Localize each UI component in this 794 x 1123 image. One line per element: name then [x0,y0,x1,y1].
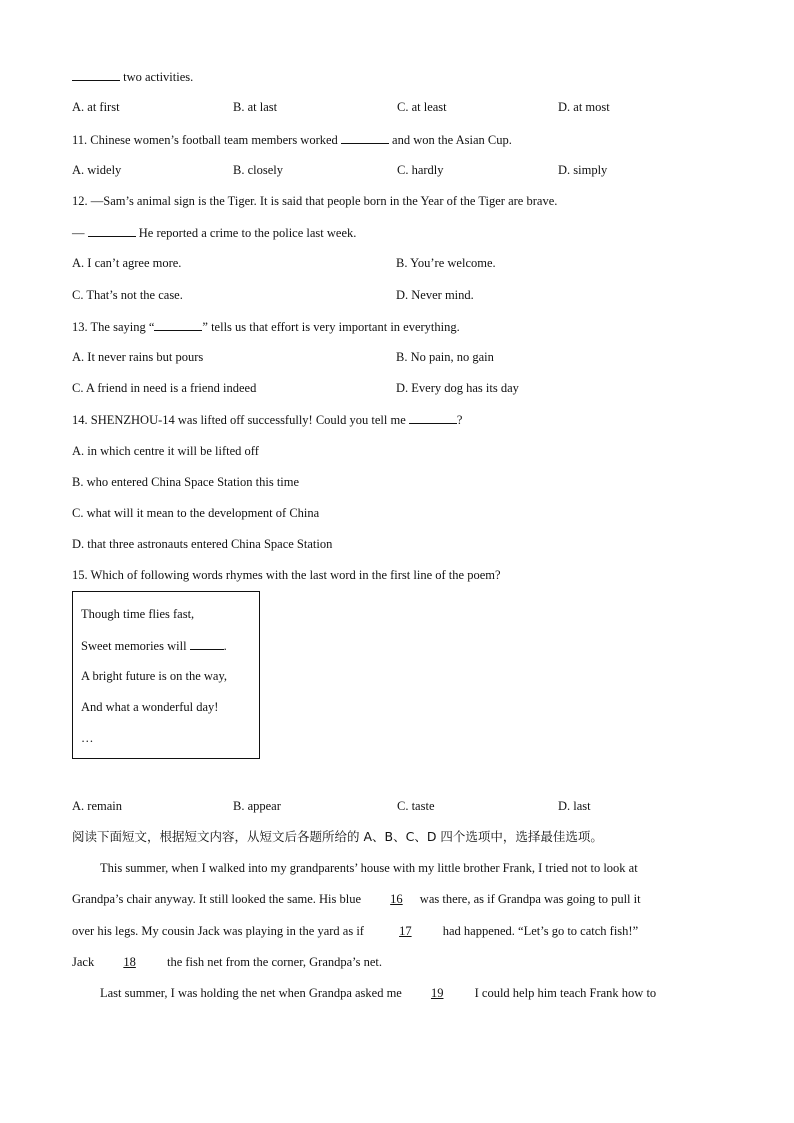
answer-blank [154,318,202,331]
q14-stem-text-b: ? [456,413,463,427]
answer-blank [409,411,457,424]
q11-option-c: C. hardly [397,163,444,177]
poem-line-1: Though time flies fast, [81,607,195,621]
q11-option-b: B. closely [233,163,283,177]
q13-option-a: A. It never rains but pours [72,350,204,364]
q12-option-d: D. Never mind. [396,288,474,302]
q13-stem-text-a: 13. The saying “ [72,320,155,334]
q10-option-d: D. at most [558,100,610,114]
q14-option-c: C. what will it mean to the development of China [72,506,320,520]
q15-option-c: C. taste [397,799,435,813]
q12-stem-text-b: He reported a crime to the police last week. [138,226,357,240]
q11-stem [72,131,512,148]
blank-16: 16 [390,892,403,906]
passage-line-1: This summer, when I walked into my grandparents’ house with my little brother Frank, I tried not to look at [100,861,638,875]
passage-text: Grandpa’s chair anyway. It still looked the same. His blue [72,892,362,906]
passage-text: the fish net from the corner, Grandpa’s net. [166,955,383,969]
q13-option-b: B. No pain, no gain [396,350,494,364]
answer-blank [88,224,136,237]
poem-line-4: And what a wonderful day! [81,700,219,714]
answer-blank [341,131,389,144]
q10-option-a: A. at first [72,100,120,114]
blank-19: 19 [430,986,444,1000]
passage-text: was there, as if Grandpa was going to pull it [419,892,641,906]
poem-line-2 [81,637,227,654]
passage-line-4 [72,954,382,970]
q12-stem-line1: 12. —Sam’s animal sign is the Tiger. It is said that people born in the Year of the Tiger are brave. [72,194,558,208]
q13-option-c: C. A friend in need is a friend indeed [72,381,257,395]
passage-line-5 [100,985,656,1001]
passage-text: Jack [72,955,95,969]
q10-stem-text: two activities. [123,70,194,84]
q11-stem-text-b: and won the Asian Cup. [392,133,512,147]
passage-text: I could help him teach Frank how to [474,986,657,1000]
q13-stem [72,318,460,335]
passage-line-3 [72,923,638,939]
q12-dash: — [72,226,85,240]
reading-instruction: 阅读下面短文，根据短文内容，从短文后各题所给的 A、B、C、D 四个选项中，选择最佳选项。 [72,829,603,844]
q14-stem [72,411,462,428]
q12-option-c: C. That’s not the case. [72,288,183,302]
q14-option-a: A. in which centre it will be lifted off [72,444,259,458]
q12-option-a: A. I can’t agree more. [72,256,182,270]
q10-option-b: B. at last [233,100,278,114]
poem-box [72,591,260,759]
passage-line-2 [72,891,641,907]
q11-stem-text-a: 11. Chinese women’s football team members worked [72,133,338,147]
passage-text: Last summer, I was holding the net when Grandpa asked me [100,986,402,1000]
q14-option-b: B. who entered China Space Station this time [72,475,300,489]
blank-17: 17 [399,924,412,938]
poem-line-2-period: . [223,639,227,653]
passage-text: had happened. “Let’s go to catch fish!” [442,924,639,938]
q15-option-d: D. last [558,799,591,813]
answer-blank [72,68,120,81]
poem-line-5: … [81,731,94,745]
q14-stem-text-a: 14. SHENZHOU-14 was lifted off successfully! Could you tell me [72,413,406,427]
answer-blank [190,637,224,650]
q15-option-a: A. remain [72,799,122,813]
q11-option-a: A. widely [72,163,122,177]
q15-option-b: B. appear [233,799,281,813]
poem-line-2-text: Sweet memories will [81,639,187,653]
q15-stem: 15. Which of following words rhymes with the last word in the first line of the poem? [72,568,501,582]
poem-line-3: A bright future is on the way, [81,669,228,683]
q13-option-d: D. Every dog has its day [396,381,519,395]
q11-option-d: D. simply [558,163,608,177]
q12-stem-line2 [72,224,356,241]
q13-stem-text-b: ” tells us that effort is very important in everything. [202,320,460,334]
passage-text: over his legs. My cousin Jack was playing in the yard as if [72,924,364,938]
q14-option-d: D. that three astronauts entered China Space Station [72,537,333,551]
q10-stem [72,68,193,85]
blank-18: 18 [123,955,136,969]
q12-option-b: B. You’re welcome. [396,256,496,270]
q10-option-c: C. at least [397,100,447,114]
